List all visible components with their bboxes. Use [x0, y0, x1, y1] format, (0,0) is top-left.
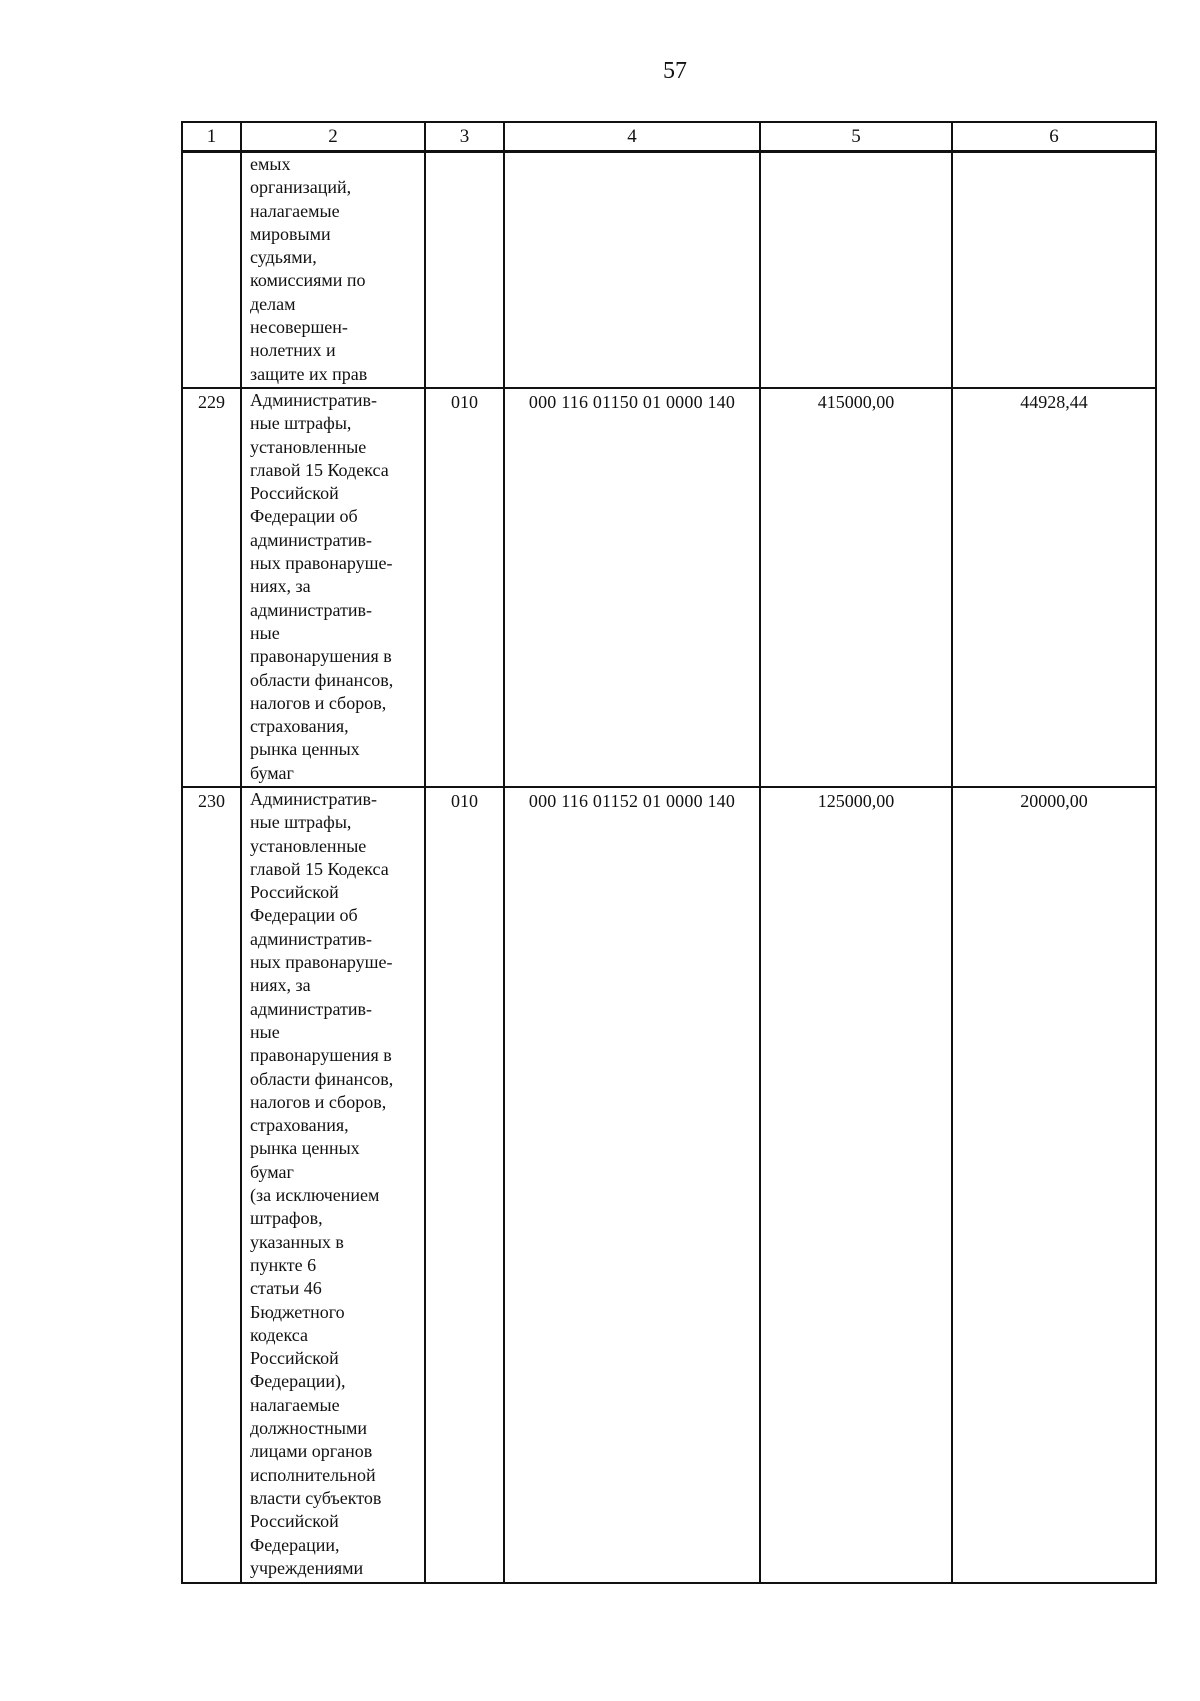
- description-line: ных правонаруше-: [250, 553, 393, 574]
- admin-code-cell: 010: [425, 787, 504, 1583]
- table-row: [182, 787, 1156, 1583]
- description-line: правонарушения в: [250, 646, 392, 667]
- admin-code-cell: [425, 152, 504, 389]
- header-col-5: 5: [760, 122, 952, 152]
- budget-code-cell: 000 116 01152 01 0000 140: [504, 787, 760, 1583]
- description-line: Федерации),: [250, 1371, 346, 1392]
- description-line: пункте 6: [250, 1254, 317, 1275]
- header-col-6: 6: [952, 122, 1156, 152]
- description-line: (за исключением: [250, 1185, 380, 1206]
- header-col-4: 4: [504, 122, 760, 152]
- description-line: Административ-: [250, 390, 378, 410]
- description-line: установленные: [250, 436, 367, 457]
- description-cell: [241, 388, 425, 787]
- description-line: указанных в: [250, 1231, 344, 1252]
- header-col-3: 3: [425, 122, 504, 152]
- description-line: Российской: [250, 882, 339, 903]
- description-line: учреждениями: [250, 1557, 364, 1578]
- description-line: ные: [250, 622, 280, 643]
- row-number-cell: [182, 152, 241, 389]
- description-line: делам: [250, 293, 296, 314]
- description-line: области финансов,: [250, 669, 394, 690]
- description-line: ниях, за: [250, 975, 311, 996]
- description-line: Федерации об: [250, 905, 358, 926]
- description-line: штрафов,: [250, 1208, 323, 1229]
- budget-code-cell: [504, 152, 760, 389]
- description-line: власти субъектов: [250, 1487, 382, 1508]
- description-line: налогов и сборов,: [250, 1091, 387, 1112]
- description-line: Федерации,: [250, 1534, 340, 1555]
- admin-code-cell: 010: [425, 388, 504, 787]
- description-line: нолетних и: [250, 340, 336, 361]
- description-line: установленные: [250, 835, 367, 856]
- description-line: страхования,: [250, 716, 349, 737]
- description-line: главой 15 Кодекса: [250, 858, 389, 879]
- description-line: ные штрафы,: [250, 812, 352, 833]
- description-line: комиссиями по: [250, 270, 366, 291]
- row-number-cell: 230: [182, 787, 241, 1583]
- description-line: должностными: [250, 1418, 368, 1439]
- description-line: рынка ценных: [250, 739, 360, 760]
- header-col-1: 1: [182, 122, 241, 152]
- description-line: Российской: [250, 1511, 339, 1532]
- description-line: налагаемые: [250, 1394, 340, 1415]
- row-number-cell: 229: [182, 388, 241, 787]
- description-cell: [241, 152, 425, 389]
- description-line: ные: [250, 1021, 280, 1042]
- description-line: мировыми: [250, 223, 331, 244]
- description-line: Бюджетного: [250, 1301, 345, 1322]
- description-line: статьи 46: [250, 1278, 322, 1299]
- description-line: области финансов,: [250, 1068, 394, 1089]
- actual-amount-cell: [952, 152, 1156, 389]
- revenue-table: [181, 121, 1157, 1584]
- description-cell: [241, 787, 425, 1583]
- description-line: ные штрафы,: [250, 413, 352, 434]
- description-line: бумаг: [250, 1161, 294, 1182]
- planned-amount-cell: [760, 152, 952, 389]
- description-line: ных правонаруше-: [250, 952, 393, 973]
- description-line: налогов и сборов,: [250, 692, 387, 713]
- planned-amount-cell: 125000,00: [760, 787, 952, 1583]
- description-line: лицами органов: [250, 1441, 373, 1462]
- description-line: административ-: [250, 599, 373, 620]
- description-line: Российской: [250, 483, 339, 504]
- table-row-continuation: [182, 152, 1156, 389]
- description-line: Административ-: [250, 789, 378, 809]
- description-line: страхования,: [250, 1115, 349, 1136]
- description-line: главой 15 Кодекса: [250, 459, 389, 480]
- description-line: несовершен-: [250, 317, 348, 338]
- description-line: Федерации об: [250, 506, 358, 527]
- table-row: [182, 388, 1156, 787]
- description-line: кодекса: [250, 1324, 308, 1345]
- header-col-2: 2: [241, 122, 425, 152]
- actual-amount-cell: 20000,00: [952, 787, 1156, 1583]
- description-line: емых: [250, 154, 291, 174]
- description-line: организаций,: [250, 177, 352, 198]
- description-line: бумаг: [250, 762, 294, 783]
- description-line: правонарушения в: [250, 1045, 392, 1066]
- page-number: 57: [663, 58, 687, 84]
- description-line: ниях, за: [250, 576, 311, 597]
- header-row: [182, 122, 1156, 152]
- description-line: административ-: [250, 928, 373, 949]
- budget-code-cell: 000 116 01150 01 0000 140: [504, 388, 760, 787]
- description-line: административ-: [250, 998, 373, 1019]
- description-line: рынка ценных: [250, 1138, 360, 1159]
- description-line: исполнительной: [250, 1464, 376, 1485]
- description-line: защите их прав: [250, 363, 368, 384]
- description-line: административ-: [250, 529, 373, 550]
- description-line: Российской: [250, 1348, 339, 1369]
- description-line: налагаемые: [250, 200, 340, 221]
- planned-amount-cell: 415000,00: [760, 388, 952, 787]
- actual-amount-cell: 44928,44: [952, 388, 1156, 787]
- description-line: судьями,: [250, 247, 317, 268]
